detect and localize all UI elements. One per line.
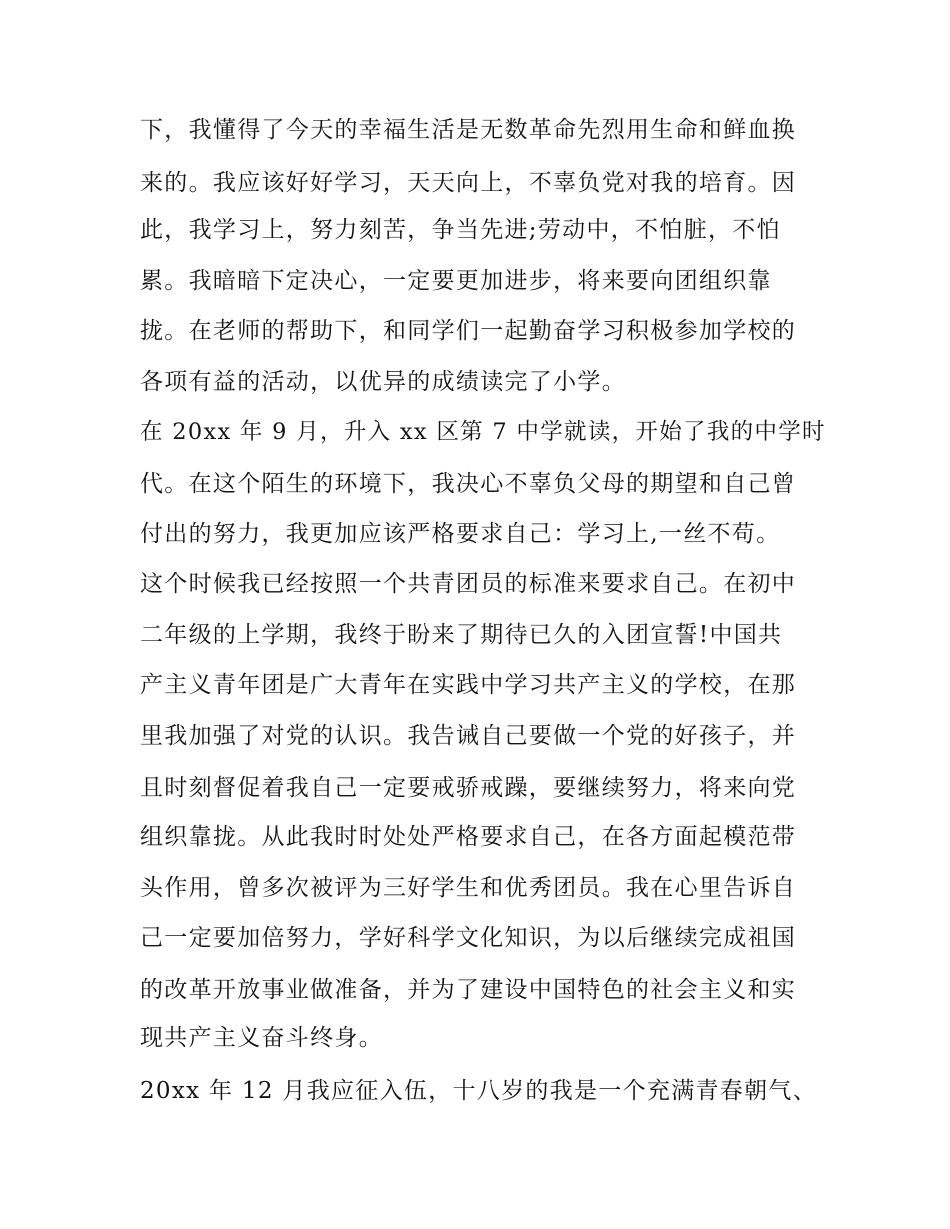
text-line: 在 20xx 年 9 月，升入 xx 区第 7 中学就读，开始了我的中学时 [140,419,826,445]
text-line: 里我加强了对党的认识。我告诫自己要做一个党的好孩子，并 [140,723,797,749]
text-line: 各项有益的活动，以优异的成绩读完了小学。 [140,369,626,395]
text-line: 头作用，曾多次被评为三好学生和优秀团员。我在心里告诉自 [140,875,797,901]
text-line: 此，我学习上，努力刻苦，争当先进;劳动中，不怕脏，不怕 [140,217,781,243]
text-line: 现共产主义奋斗终身。 [140,1025,383,1051]
text-line: 代。在这个陌生的环境下，我决心不辜负父母的期望和自己曾 [140,471,797,497]
text-line: 20xx 年 12 月我应征入伍，十八岁的我是一个充满青春朝气、 [140,1078,818,1104]
text-line: 累。我暗暗下定决心，一定要更加进步，将来要向团组织靠 [140,268,772,294]
text-line: 且时刻督促着我自己一定要戒骄戒躁，要继续努力，将来向党 [140,775,797,801]
text-line: 拢。在老师的帮助下，和同学们一起勤奋学习积极参加学校的 [140,318,797,344]
text-line: 来的。我应该好好学习，天天向上，不辜负党对我的培育。因 [140,170,797,196]
text-line: 付出的努力，我更加应该严格要求自己：学习上,一丝不苟。 [140,521,781,547]
text-line: 的改革开放事业做准备，并为了建设中国特色的社会主义和实 [140,977,797,1003]
text-line: 己一定要加倍努力，学好科学文化知识，为以后继续完成祖国 [140,925,797,951]
text-line: 这个时候我已经按照一个共青团员的标准来要求自己。在初中 [140,571,797,597]
text-line: 组织靠拢。从此我时时处处严格要求自己，在各方面起模范带 [140,824,797,850]
text-line: 下，我懂得了今天的幸福生活是无数革命先烈用生命和鲜血换 [140,117,797,143]
text-line: 产主义青年团是广大青年在实践中学习共产主义的学校，在那 [140,672,797,698]
text-line: 二年级的上学期，我终于盼来了期待已久的入团宣誓!中国共 [140,622,783,648]
